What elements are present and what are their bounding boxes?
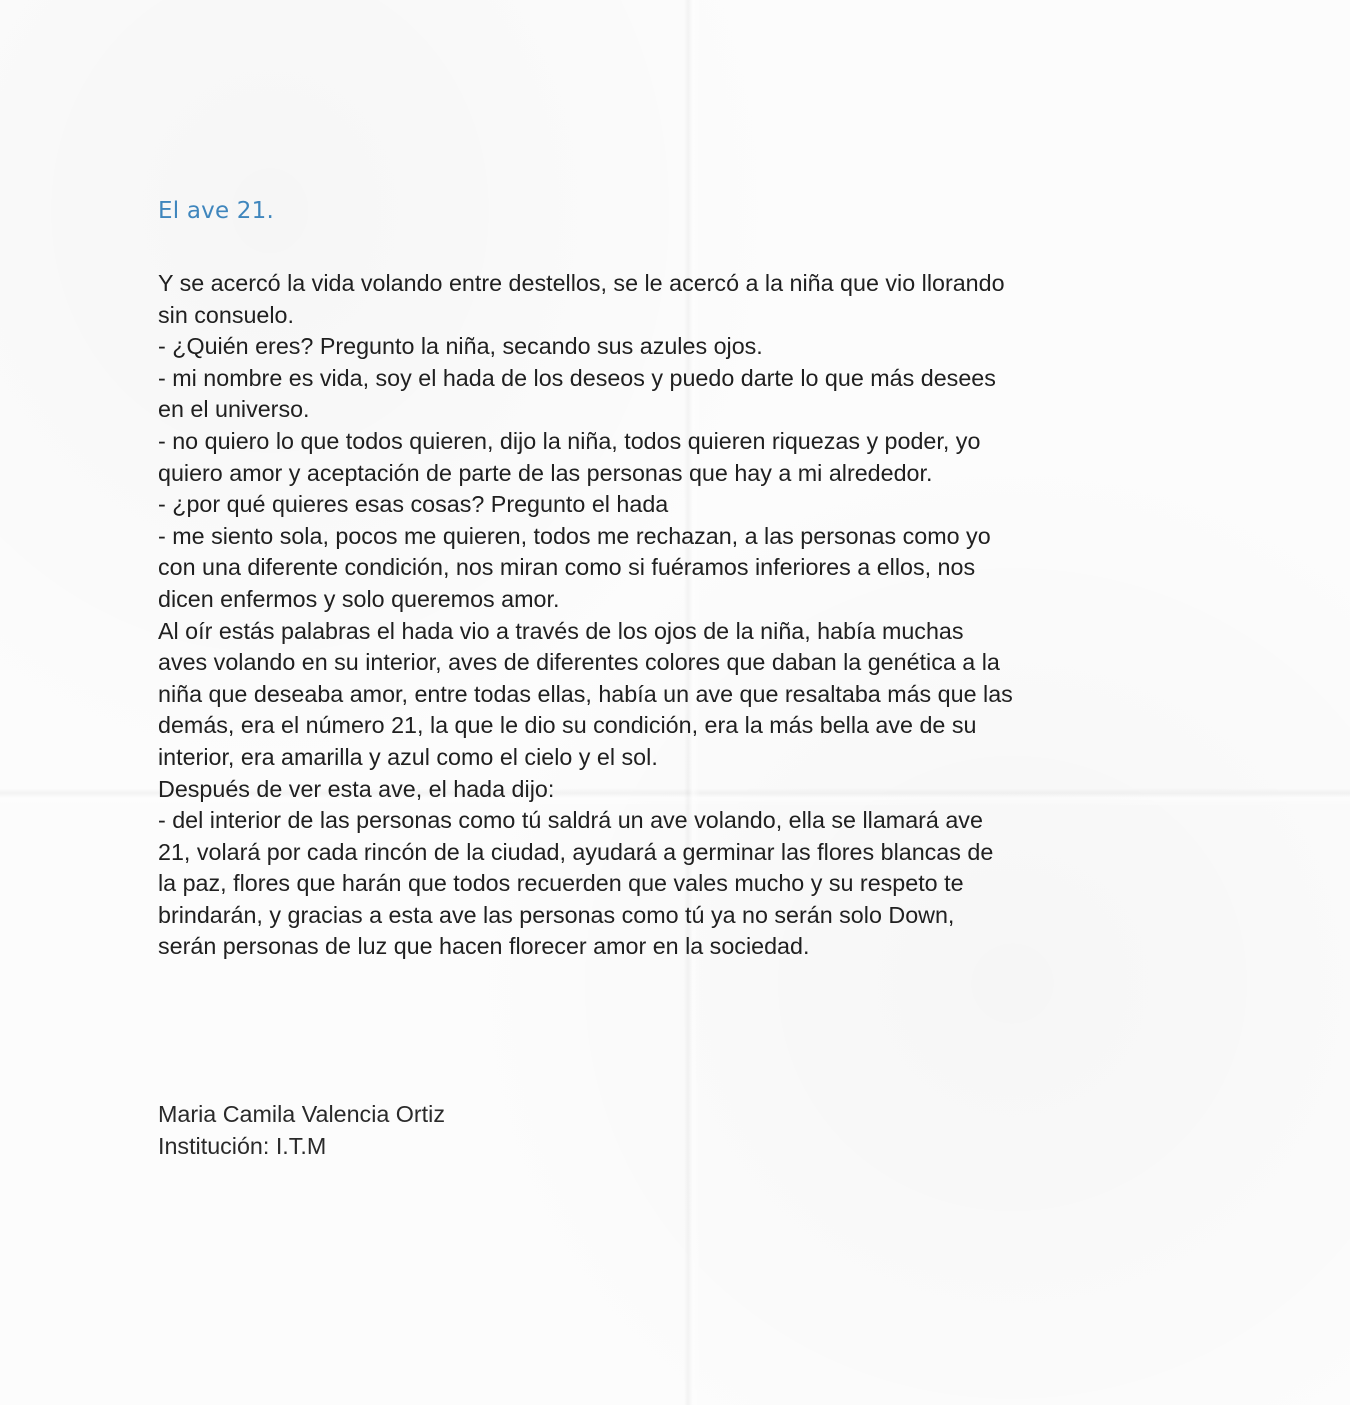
story-body	[158, 268, 1218, 963]
story-line: - ¿Quién eres? Pregunto la niña, secando sus azules ojos.	[158, 333, 763, 360]
document-title: El ave 21.	[158, 198, 274, 224]
story-line: la paz, flores que harán que todos recuerden que vales mucho y su respeto te	[158, 870, 964, 897]
author-name: Maria Camila Valencia Ortiz	[158, 1101, 445, 1127]
story-line: con una diferente condición, nos miran como si fuéramos inferiores a ellos, nos	[158, 554, 976, 581]
signature-block	[158, 1098, 445, 1162]
story-line: sin consuelo.	[158, 301, 294, 328]
story-line: Y se acercó la vida volando entre destellos, se le acercó a la niña que vio llorando	[158, 270, 1005, 296]
story-line: 21, volará por cada rincón de la ciudad, ayudará a germinar las flores blancas de	[158, 838, 994, 865]
story-line: - me siento sola, pocos me quieren, todos me rechazan, a las personas como yo	[158, 522, 991, 549]
institution-label: Institución: I.T.M	[158, 1133, 327, 1159]
story-line: aves volando en su interior, aves de diferentes colores que daban la genética a la	[158, 649, 1000, 676]
story-line: Después de ver esta ave, el hada dijo:	[158, 775, 555, 802]
story-line: interior, era amarilla y azul como el cielo y el sol.	[158, 743, 658, 770]
story-line: quiero amor y aceptación de parte de las personas que hay a mi alrededor.	[158, 459, 933, 486]
story-line: - no quiero lo que todos quieren, dijo la niña, todos quieren riquezas y poder, yo	[158, 427, 981, 454]
story-line: - del interior de las personas como tú saldrá un ave volando, ella se llamará ave	[158, 807, 983, 834]
story-line: en el universo.	[158, 396, 310, 423]
story-line: demás, era el número 21, la que le dio su condición, era la más bella ave de su	[158, 712, 977, 739]
story-line: brindarán, y gracias a esta ave las personas como tú ya no serán solo Down,	[158, 901, 955, 928]
story-line: dicen enfermos y solo queremos amor.	[158, 585, 560, 612]
story-line: - mi nombre es vida, soy el hada de los deseos y puedo darte lo que más desees	[158, 364, 996, 391]
story-line: serán personas de luz que hacen florecer amor en la sociedad.	[158, 933, 810, 960]
story-line: niña que deseaba amor, entre todas ellas, había un ave que resaltaba más que las	[158, 680, 1013, 707]
story-line: - ¿por qué quieres esas cosas? Pregunto el hada	[158, 491, 669, 518]
story-line: Al oír estás palabras el hada vio a través de los ojos de la niña, había muchas	[158, 617, 964, 644]
